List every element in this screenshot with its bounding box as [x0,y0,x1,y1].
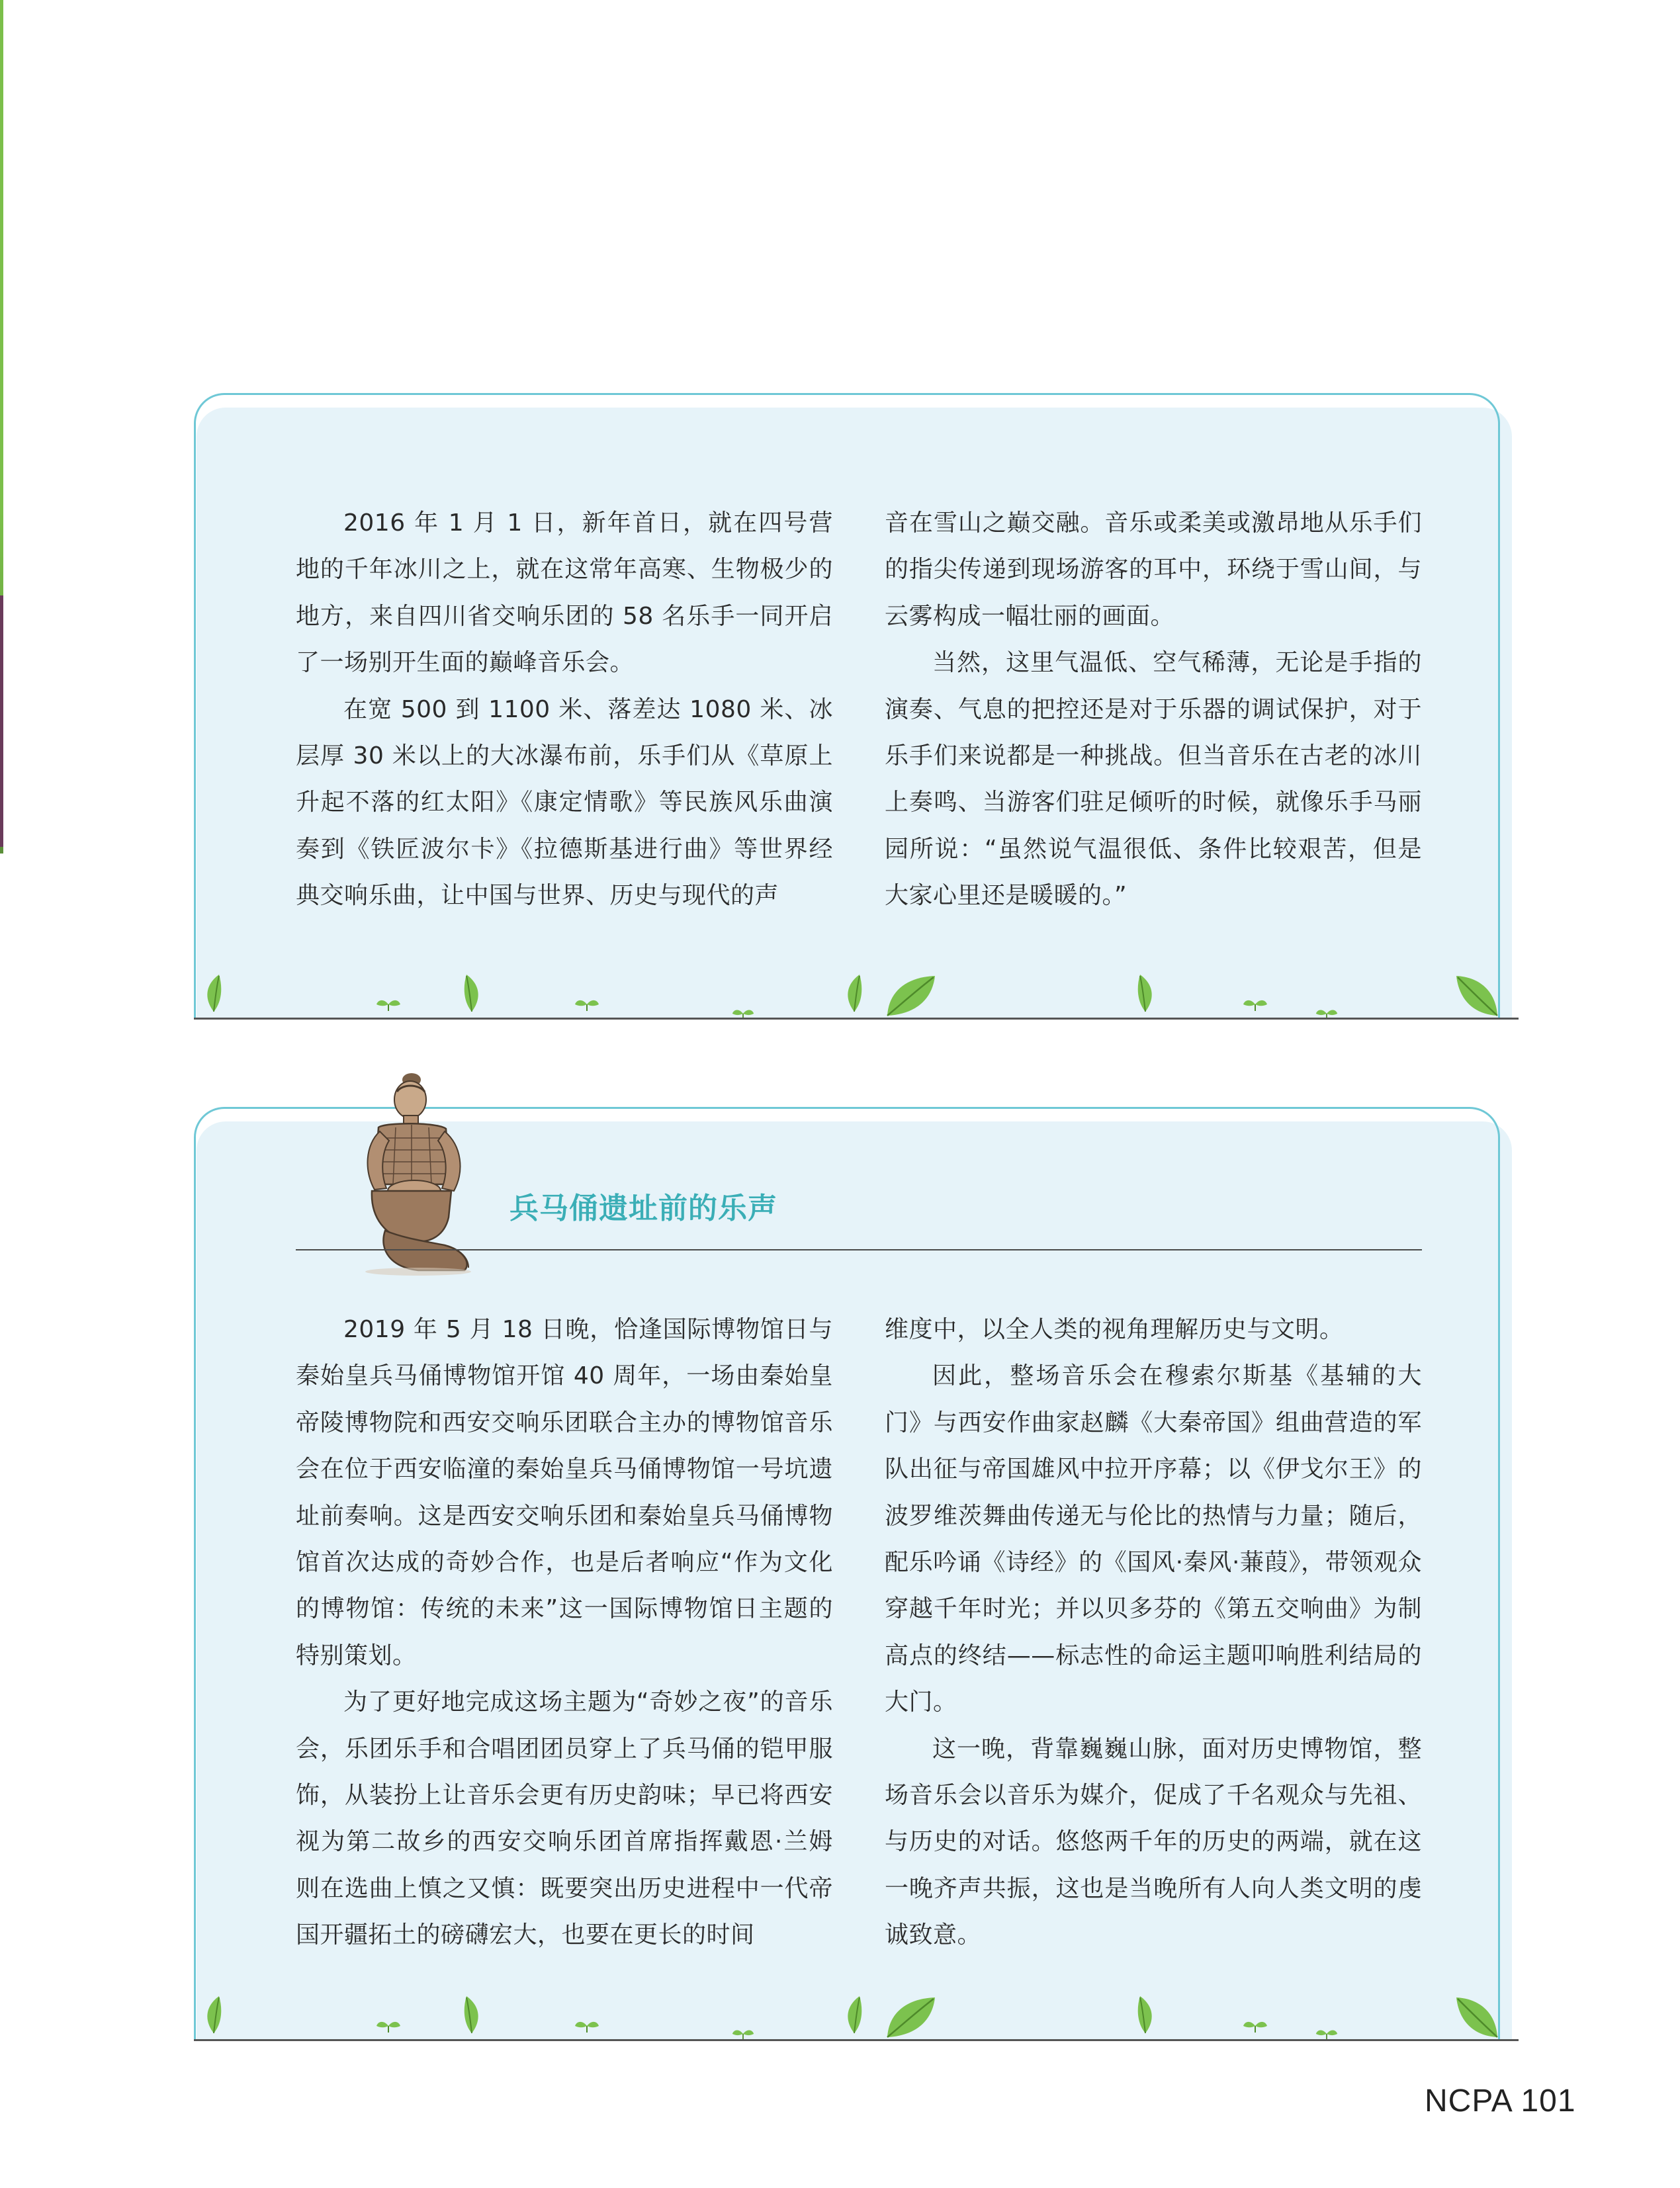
sprout-icon [1242,996,1268,1012]
sprout-icon [375,996,402,1012]
leaf-icon [844,1995,865,2035]
paragraph-continuation: 维度中，以全人类的视角理解历史与文明。 [885,1316,1344,1343]
leaf-icon [461,973,482,1013]
terracotta-warrior-illustration [345,1072,478,1277]
leaf-icon [885,973,938,1018]
article-panel-glacier-concert [197,408,1512,1020]
leaf-icon [1135,1995,1156,2035]
sprout-icon [574,996,600,1012]
article-panel-terracotta-concert [197,1121,1512,2041]
sprout-icon [375,2018,402,2034]
paragraph: 当然，这里气温低、空气稀薄，无论是手指的演奏、气息的把控还是对于乐器的调试保护，对于乐手们来说都是一种挑战。但当音乐在古老的冰川上奏鸣、当游客们驻足倾听的时候，就像乐手马丽园所说：“虽然说气温很低、条件比较艰苦，但是大家心里还是暖暖的。” [885,649,1422,910]
paragraph: 为了更好地完成这场主题为“奇妙之夜”的音乐会，乐团乐手和合唱团团员穿上了兵马俑的铠甲服饰，从装扮上让音乐会更有历史韵味；早已将西安视为第二故乡的西安交响乐团首席指挥戴恩·兰姆则在选曲上慎之又慎：既要突出历史进程中一代帝国开疆拓土的磅礴宏大，也要在更长的时间 [296,1688,833,1949]
section-title: 兵马俑遗址前的乐声 [509,1192,777,1225]
column-left [296,1307,833,1959]
paragraph: 2019 年 5 月 18 日晚，恰逢国际博物馆日与秦始皇兵马俑博物馆开馆 40 周年，一场由秦始皇帝陵博物院和西安交响乐团联合主办的博物馆音乐会在位于西安临潼的秦始皇兵马俑博物馆一号坑遗址前奏响。这是西安交响乐团和秦始皇兵马俑博物馆首次达成的奇妙合作，也是后者响应“作为文化的博物馆：传统的未来”这一国际博物馆日主题的特别策划。 [296,1316,833,1669]
panel-baseline [194,1018,1519,1020]
paragraph-continuation: 音在雪山之巅交融。音乐或柔美或激昂地从乐手们的指尖传递到现场游客的耳中，环绕于雪山间，与云雾构成一幅壮丽的画面。 [885,509,1422,630]
title-divider [296,1249,1422,1250]
paragraph: 因此，整场音乐会在穆索尔斯基《基辅的大门》与西安作曲家赵麟《大秦帝国》组曲营造的军队出征与帝国雄风中拉开序幕；以《伊戈尔王》的波罗维茨舞曲传递无与伦比的热情与力量；随后，配乐吟诵《诗经》的《国风·秦风·蒹葭》，带领观众穿越千年时光；并以贝多芬的《第五交响曲》为制高点的终结——标志性的命运主题叩响胜利结局的大门。 [885,1362,1422,1716]
leaf-icon [203,1995,224,2035]
column-left [296,500,833,920]
page-number: NCPA 101 [1425,2083,1576,2119]
paragraph: 在宽 500 到 1100 米、落差达 1080 米、冰层厚 30 米以上的大冰瀑布前，乐手们从《草原上升起不落的红太阳》《康定情歌》等民族风乐曲演奏到《铁匠波尔卡》《拉德斯基进行曲》等世界经典交响乐曲，让中国与世界、历史与现代的声 [296,695,833,910]
leaf-icon [1454,973,1500,1018]
leaf-icon [885,1995,938,2040]
page-edge-strip-dark [0,595,3,847]
paragraph: 2016 年 1 月 1 日，新年首日，就在四号营地的千年冰川之上，就在这常年高寒、生物极少的地方，来自四川省交响乐团的 58 名乐手一同开启了一场别开生面的巅峰音乐会。 [296,509,833,677]
leaf-icon [1135,973,1156,1013]
column-right [885,1307,1422,1959]
leaf-icon [461,1995,482,2035]
leaf-icon [844,973,865,1013]
sprout-icon [1242,2018,1268,2034]
leaf-icon [203,973,224,1013]
panel-baseline [194,2039,1519,2041]
sprout-icon [574,2018,600,2034]
leaf-icon [1454,1995,1500,2040]
paragraph: 这一晚，背靠巍巍山脉，面对历史博物馆，整场音乐会以音乐为媒介，促成了千名观众与先祖、与历史的对话。悠悠两千年的历史的两端，就在这一晚齐声共振，这也是当晚所有人向人类文明的虔诚致意。 [885,1735,1422,1949]
column-right [885,500,1422,920]
